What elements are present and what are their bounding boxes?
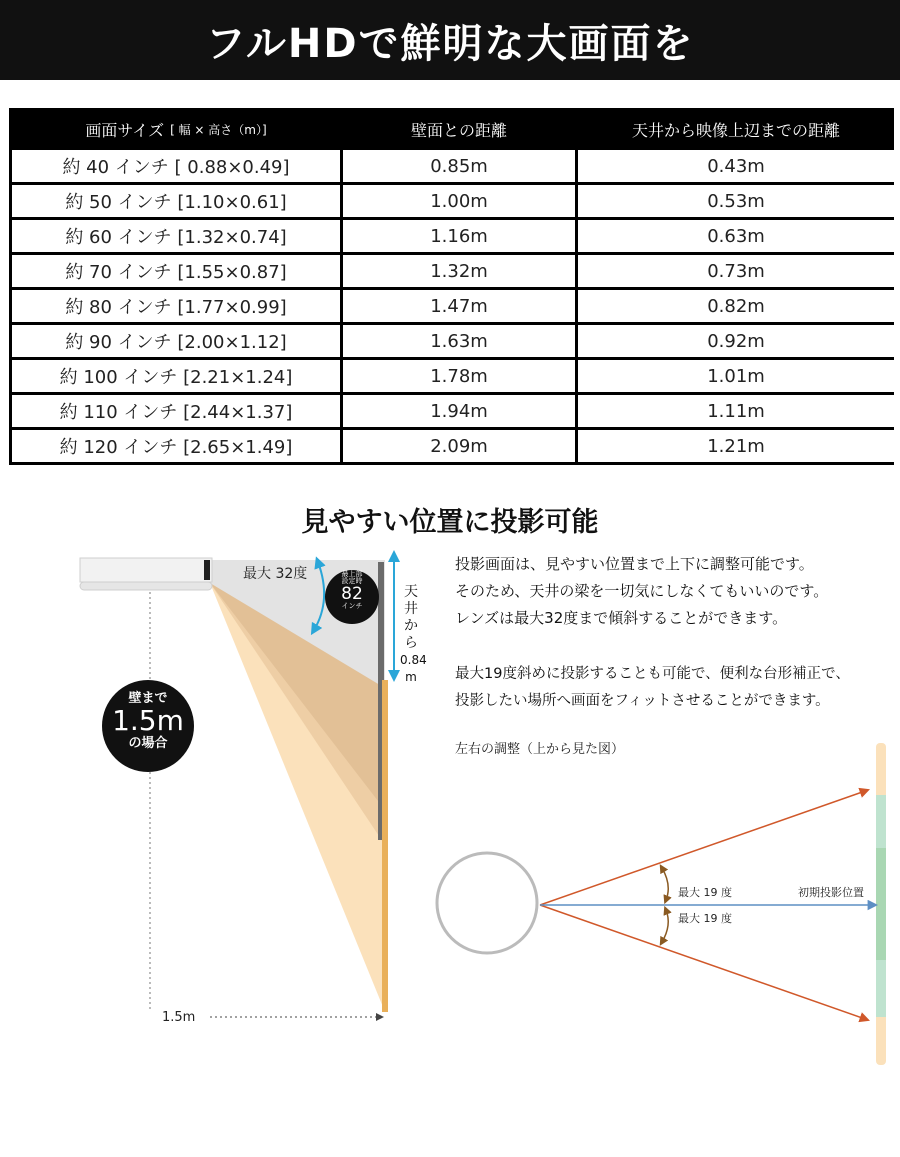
table-cell-size: 約 90 インチ [2.00×1.12] <box>12 325 340 357</box>
wall-top-view-center <box>876 848 886 960</box>
description-line: レンズは最大32度まで傾斜することができます。 <box>455 609 788 627</box>
projector-icon <box>80 558 212 590</box>
table-cell-wall: 1.78m <box>343 360 575 392</box>
table-cell-size: 約 110 インチ [2.44×1.37] <box>12 395 340 427</box>
distance-label: 1.5m <box>162 1010 196 1025</box>
max-angle-label: 最大 32度 <box>243 566 308 582</box>
table-cell-ceiling: 1.01m <box>578 360 894 392</box>
table-cell-wall: 0.85m <box>343 150 575 182</box>
table-cell-wall: 1.63m <box>343 325 575 357</box>
badge-unit: インチ <box>341 602 363 610</box>
table-cell-ceiling: 0.63m <box>578 220 894 252</box>
badge-number: 82 <box>341 584 363 604</box>
ceiling-v2: 井 <box>404 601 418 617</box>
table-cell-ceiling: 0.73m <box>578 255 894 287</box>
size-badge-text <box>325 571 379 610</box>
description-line: 投影したい場所へ画面をフィットさせることができます。 <box>455 693 830 709</box>
table-cell-size: 約 80 インチ [1.77×0.99] <box>12 290 340 322</box>
ceiling-distance-vertical-label <box>400 584 427 686</box>
ceiling-v4: ら <box>404 635 418 651</box>
lower-angle-arc <box>662 910 668 942</box>
ceiling-v1: 天 <box>404 584 418 600</box>
table-cell-ceiling: 1.11m <box>578 395 894 427</box>
distance-badge-line1: 壁まで <box>128 691 168 706</box>
badge-small-line2: 設定時 <box>341 577 363 585</box>
projector-top-view <box>437 853 537 953</box>
section-title: 見やすい位置に投影可能 <box>301 507 599 538</box>
description-block-1 <box>455 551 900 632</box>
description-block-2 <box>455 661 900 715</box>
table-cell-size: 約 40 インチ [ 0.88×0.49] <box>12 150 340 182</box>
initial-position-label: 初期投影位置 <box>798 886 864 899</box>
header-size-note: [ 幅 × 高さ（m）] <box>170 122 267 137</box>
table-cell-wall: 1.32m <box>343 255 575 287</box>
table-cell-wall: 1.47m <box>343 290 575 322</box>
banner-title: フルHDで鮮明な大画面を <box>205 20 695 67</box>
screen-lower <box>382 680 388 1012</box>
ceiling-v5: 0.84 <box>400 653 427 667</box>
table-cell-wall: 1.16m <box>343 220 575 252</box>
lower-angle-label: 最大 19 度 <box>678 912 732 925</box>
table-cell-size: 約 70 インチ [1.55×0.87] <box>12 255 340 287</box>
table-cell-size: 約 50 インチ [1.10×0.61] <box>12 185 340 217</box>
table-cell-wall: 1.00m <box>343 185 575 217</box>
table-header-wall: 壁面との距離 <box>343 111 575 147</box>
description-line: 最大19度斜めに投影することも可能で、便利な台形補正で、 <box>455 666 850 682</box>
upper-angle-arc <box>662 868 668 900</box>
distance-badge-line3: の場合 <box>128 736 168 752</box>
header-size-label: 画面サイズ <box>85 120 165 140</box>
ceiling-v6: m <box>405 670 417 684</box>
table-cell-wall: 1.94m <box>343 395 575 427</box>
badge-small-line1: 最上部 <box>341 570 363 578</box>
upper-angle-label: 最大 19 度 <box>678 886 732 899</box>
table-cell-ceiling: 1.21m <box>578 430 894 462</box>
table-cell-size: 約 60 インチ [1.32×0.74] <box>12 220 340 252</box>
table-cell-size: 約 120 インチ [2.65×1.49] <box>12 430 340 462</box>
table-cell-ceiling: 0.92m <box>578 325 894 357</box>
ceiling-v3: か <box>404 618 418 634</box>
table-cell-ceiling: 0.43m <box>578 150 894 182</box>
table-cell-size: 約 100 インチ [2.21×1.24] <box>12 360 340 392</box>
top-view-caption: 左右の調整（上から見た図） <box>455 742 625 757</box>
table-cell-ceiling: 0.53m <box>578 185 894 217</box>
table-cell-wall: 2.09m <box>343 430 575 462</box>
description-line: 投影画面は、見やすい位置まで上下に調整可能です。 <box>455 555 814 573</box>
distance-badge-text <box>102 692 194 751</box>
table-header-ceiling: 天井から映像上辺までの距離 <box>578 111 894 147</box>
table-cell-ceiling: 0.82m <box>578 290 894 322</box>
distance-badge-value: 1.5m <box>112 704 184 738</box>
description-line: そのため、天井の梁を一切気にしなくてもいいのです。 <box>455 582 829 600</box>
